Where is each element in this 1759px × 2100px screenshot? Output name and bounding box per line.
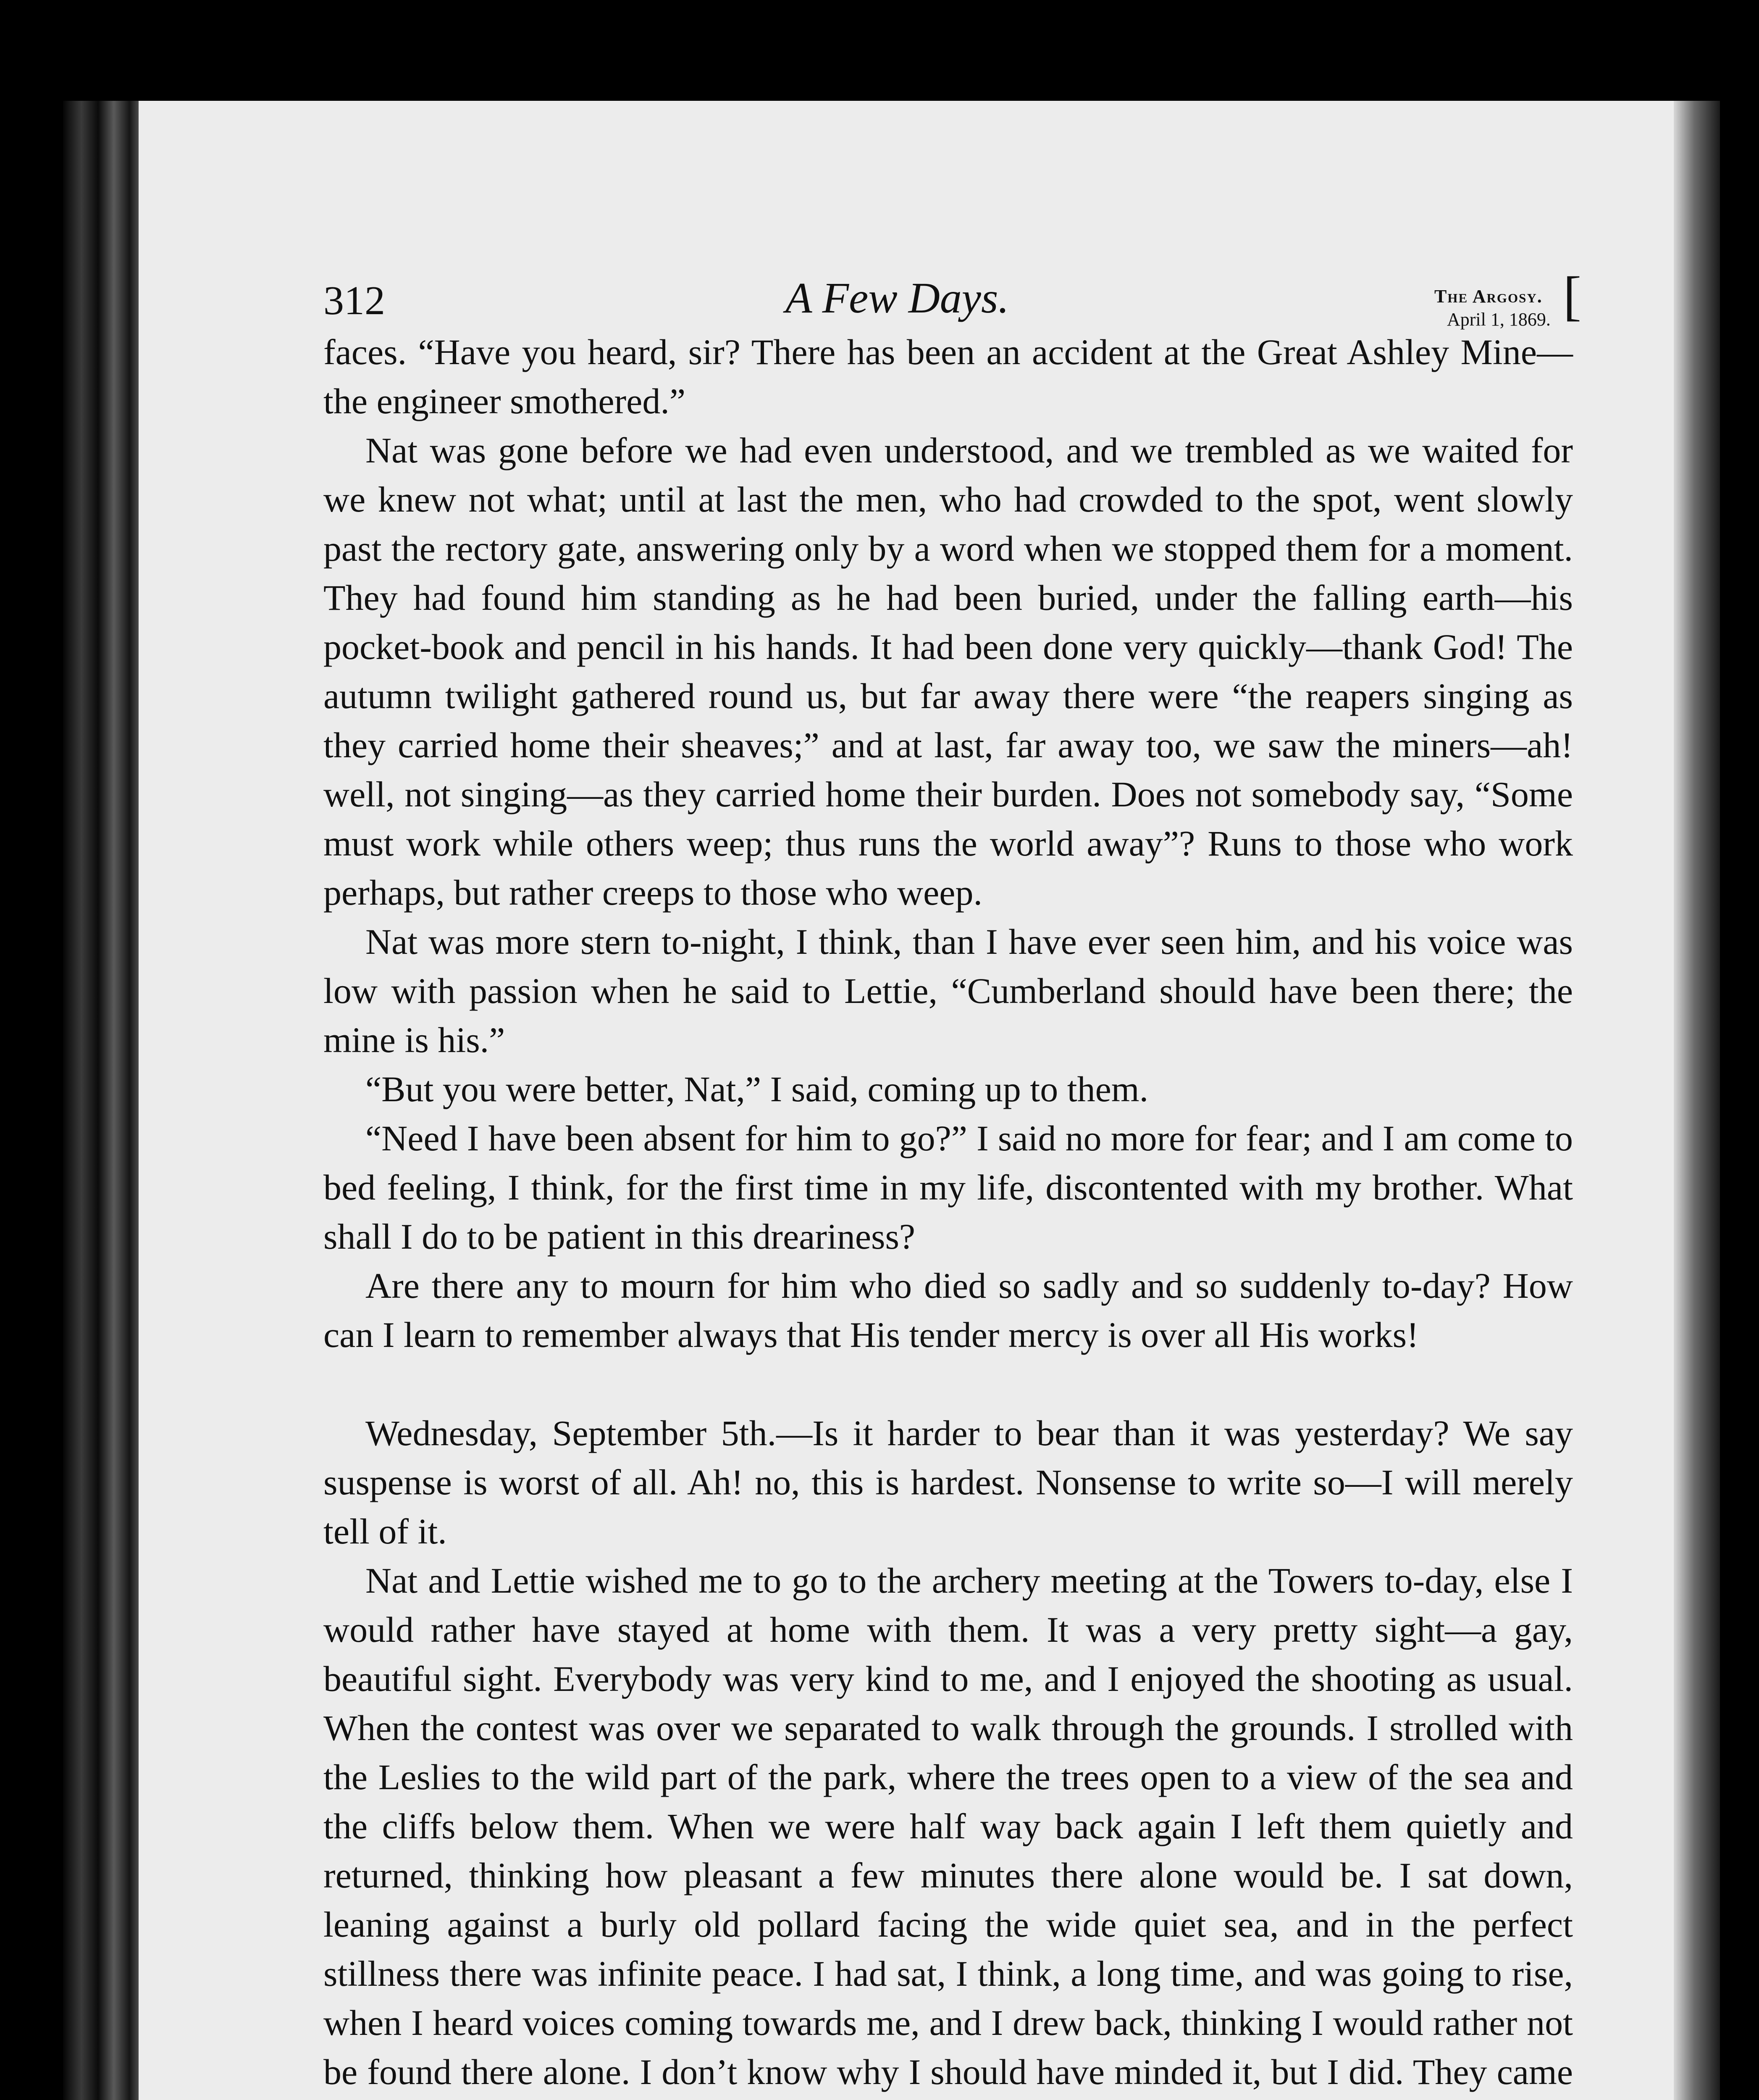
paragraph: Nat was gone before we had even understood, and we trembled as we waited for we knew not what; until at last the men, who had crowded to the spot, went slowly past the rectory gate, answering only by a word when we stopped them for a moment. They had found him standing as he had been buried, under the falling earth—his pocket-book and pencil in his hands. It had been done very quickly—thank God! The autumn twilight gathered round us, but far away there were “the reapers singing as they carried home their sheaves;” and at last, far away too, we saw the miners—ah! well, not singing—as they carried home their burden. Does not somebody say, “Some must work while others weep; thus runs the world away”? Runs to those who work perhaps, but rather creeps to those who weep. <box>323 430 1573 913</box>
paragraph: Nat and Lettie wished me to go to the archery meeting at the Towers to-day, else I would rather have stayed at home with them. It was a very pretty sight—a gay, beautiful sight. Everybody was very kind to me, and I enjoyed the shooting as usual. When the contest was over we separated to walk through the grounds. I strolled with the Leslies to the wild part of the park, where the trees open to a view of the sea and the cliffs below them. When we were half way back again I left them quietly and returned, thinking how pleasant a few minutes there alone would be. I sat down, leaning against a burly old pollard facing the wide quiet sea, and in the perfect stillness there was infinite peace. I had sat, I think, a long time, and was going to rise, when I heard voices coming towards me, and I drew back, thinking I would rather not be found there alone. I don’t know why I should have minded it, but I did. They came <box>323 1560 1573 2092</box>
paragraph: “Need I have been absent for him to go?” I said no more for fear; and I am come to bed feeling, I think, for the first time in my life, discontented with my brother. What shall I do to be patient in this dreariness? <box>323 1118 1573 1257</box>
page-number: 312 <box>323 278 385 323</box>
diary-entry-paragraph: Wednesday, September 5th.—Is it harder to bear than it was yesterday? We say suspense is worst of all. Ah! no, this is hardest. Nonsense to write so—I will merely tell of it. <box>323 1413 1573 1551</box>
source-date: April 1, 1869. <box>1447 309 1551 330</box>
page-header <box>323 266 1581 330</box>
source-citation <box>1434 285 1586 331</box>
paragraph: Nat was more stern to-night, I think, than I have ever seen him, and his voice was low with passion when he said to Lettie, “Cumberland should have been there; the mine is his.” <box>323 921 1573 1060</box>
page-text-area <box>323 266 1581 2100</box>
source-journal: The Argosy. <box>1434 286 1543 307</box>
paragraph: “But you were better, Nat,” I said, coming up to them. <box>365 1069 1149 1109</box>
paragraph: faces. “Have you heard, sir? There has been an accident at the Great Ashley Mine—the engineer smothered.” <box>323 332 1573 421</box>
running-title: A Few Days. <box>785 274 1009 322</box>
page-edge-shadow <box>1674 101 1720 2100</box>
paragraph: Are there any to mourn for him who died so sadly and so suddenly to-day? How can I learn to remember always that His tender mercy is over all His works! <box>323 1265 1573 1355</box>
source-bracket: [ <box>1563 266 1581 326</box>
body-text <box>323 328 1573 2100</box>
